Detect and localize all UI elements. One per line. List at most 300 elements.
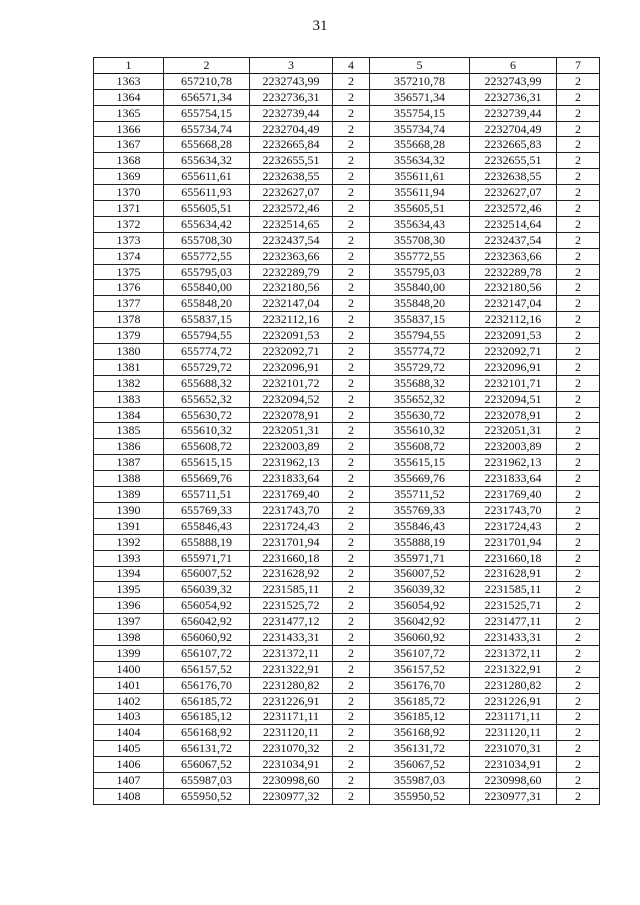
table-cell: 2232627,07	[470, 185, 557, 201]
table-cell: 356131,72	[370, 741, 470, 757]
table-row	[94, 153, 600, 169]
table-row	[94, 645, 600, 661]
table-row	[94, 344, 600, 360]
table-cell: 2	[557, 201, 600, 217]
table-cell: 355795,03	[370, 264, 470, 280]
table-cell: 2231701,94	[470, 534, 557, 550]
table-cell: 2231070,31	[470, 741, 557, 757]
table-cell: 2231477,11	[470, 614, 557, 630]
table-row	[94, 566, 600, 582]
table-cell: 2232112,16	[470, 312, 557, 328]
table-cell: 2	[557, 455, 600, 471]
table-row	[94, 169, 600, 185]
table-cell: 355615,15	[370, 455, 470, 471]
table-cell: 2	[333, 677, 370, 693]
table-cell: 2	[333, 630, 370, 646]
table-cell: 2	[557, 296, 600, 312]
table-cell: 1405	[94, 741, 164, 757]
table-cell: 2230977,32	[250, 788, 333, 804]
table-cell: 2230998,60	[470, 773, 557, 789]
table-cell: 2231433,31	[250, 630, 333, 646]
table-cell: 2232736,31	[470, 89, 557, 105]
table-cell: 1403	[94, 709, 164, 725]
table-cell: 356007,52	[370, 566, 470, 582]
table-cell: 2232514,65	[250, 216, 333, 232]
table-cell: 2	[333, 89, 370, 105]
table-cell: 2231070,32	[250, 741, 333, 757]
table-cell: 1371	[94, 201, 164, 217]
table-cell: 2232704,49	[470, 121, 557, 137]
table-cell: 2231120,11	[470, 725, 557, 741]
table-cell: 2	[333, 518, 370, 534]
table-row	[94, 471, 600, 487]
table-row	[94, 725, 600, 741]
table-cell: 655840,00	[164, 280, 250, 296]
table-cell: 2	[557, 312, 600, 328]
table-cell: 655772,55	[164, 248, 250, 264]
table-row	[94, 598, 600, 614]
table-row	[94, 407, 600, 423]
table-cell: 655754,15	[164, 105, 250, 121]
table-cell: 2231833,64	[250, 471, 333, 487]
table-cell: 2	[557, 344, 600, 360]
table-cell: 2231743,70	[250, 502, 333, 518]
table-cell: 1365	[94, 105, 164, 121]
table-cell: 355669,76	[370, 471, 470, 487]
table-row	[94, 248, 600, 264]
table-cell: 2	[333, 201, 370, 217]
table-cell: 355611,94	[370, 185, 470, 201]
table-cell: 355630,72	[370, 407, 470, 423]
table-cell: 2	[333, 487, 370, 503]
table-cell: 2232739,44	[250, 105, 333, 121]
table-cell: 655668,28	[164, 137, 250, 153]
coordinates-table	[93, 57, 600, 805]
table-cell: 655837,15	[164, 312, 250, 328]
table-cell: 2232078,91	[250, 407, 333, 423]
table-row	[94, 693, 600, 709]
table-cell: 2231628,92	[250, 566, 333, 582]
table-cell: 655729,72	[164, 359, 250, 375]
table-cell: 355837,15	[370, 312, 470, 328]
table-cell: 1376	[94, 280, 164, 296]
table-row	[94, 73, 600, 89]
table-cell: 356185,72	[370, 693, 470, 709]
table-cell: 1369	[94, 169, 164, 185]
table-cell: 2232147,04	[250, 296, 333, 312]
table-cell: 2232363,66	[250, 248, 333, 264]
table-cell: 1396	[94, 598, 164, 614]
table-cell: 1374	[94, 248, 164, 264]
table-cell: 1399	[94, 645, 164, 661]
table-cell: 1375	[94, 264, 164, 280]
table-cell: 2231171,11	[250, 709, 333, 725]
table-cell: 2232627,07	[250, 185, 333, 201]
table-cell: 356054,92	[370, 598, 470, 614]
table-cell: 355971,71	[370, 550, 470, 566]
table-cell: 2231322,91	[470, 661, 557, 677]
table-cell: 2	[333, 407, 370, 423]
table-cell: 2	[333, 566, 370, 582]
table-cell: 656185,72	[164, 693, 250, 709]
table-cell: 2	[333, 693, 370, 709]
table-cell: 2	[557, 121, 600, 137]
table-cell: 1384	[94, 407, 164, 423]
table-cell: 2	[333, 741, 370, 757]
table-cell: 2	[333, 153, 370, 169]
table-cell: 2231701,94	[250, 534, 333, 550]
table-cell: 2231322,91	[250, 661, 333, 677]
table-cell: 2	[333, 725, 370, 741]
table-cell: 2232736,31	[250, 89, 333, 105]
column-header: 4	[333, 58, 370, 74]
table-cell: 2	[557, 232, 600, 248]
table-cell: 656067,52	[164, 757, 250, 773]
table-cell: 655769,33	[164, 502, 250, 518]
table-row	[94, 741, 600, 757]
table-cell: 2232147,04	[470, 296, 557, 312]
table-cell: 2	[333, 534, 370, 550]
table-cell: 2232096,91	[250, 359, 333, 375]
table-cell: 655711,51	[164, 487, 250, 503]
table-cell: 2	[333, 359, 370, 375]
table-cell: 655987,03	[164, 773, 250, 789]
table-cell: 2231226,91	[250, 693, 333, 709]
table-cell: 2	[557, 423, 600, 439]
table-cell: 2231226,91	[470, 693, 557, 709]
table-cell: 1393	[94, 550, 164, 566]
table-cell: 355688,32	[370, 375, 470, 391]
table-cell: 1389	[94, 487, 164, 503]
table-cell: 2232514,64	[470, 216, 557, 232]
table-cell: 2231372,11	[470, 645, 557, 661]
table-cell: 2	[557, 153, 600, 169]
table-cell: 2232180,56	[250, 280, 333, 296]
table-cell: 2231372,11	[250, 645, 333, 661]
table-cell: 2231280,82	[470, 677, 557, 693]
table-cell: 2	[333, 709, 370, 725]
table-cell: 2	[557, 169, 600, 185]
table-cell: 2	[333, 344, 370, 360]
table-cell: 355950,52	[370, 788, 470, 804]
table-cell: 655848,20	[164, 296, 250, 312]
table-cell: 2231833,64	[470, 471, 557, 487]
table-cell: 355652,32	[370, 391, 470, 407]
table-row	[94, 328, 600, 344]
table-row	[94, 709, 600, 725]
table-cell: 656185,12	[164, 709, 250, 725]
table-cell: 2232092,71	[250, 344, 333, 360]
table-cell: 1366	[94, 121, 164, 137]
table-cell: 2232092,71	[470, 344, 557, 360]
table-cell: 1373	[94, 232, 164, 248]
table-row	[94, 201, 600, 217]
table-cell: 356168,92	[370, 725, 470, 741]
table-cell: 1387	[94, 455, 164, 471]
table-cell: 2	[557, 598, 600, 614]
table-cell: 655610,32	[164, 423, 250, 439]
table-row	[94, 105, 600, 121]
table-cell: 355634,43	[370, 216, 470, 232]
column-header: 1	[94, 58, 164, 74]
table-row	[94, 487, 600, 503]
table-cell: 2231433,31	[470, 630, 557, 646]
table-row	[94, 614, 600, 630]
table-cell: 2	[333, 439, 370, 455]
table-cell: 2	[333, 328, 370, 344]
table-cell: 2	[557, 185, 600, 201]
table-cell: 1392	[94, 534, 164, 550]
table-cell: 2	[557, 375, 600, 391]
table-cell: 655794,55	[164, 328, 250, 344]
table-row	[94, 137, 600, 153]
table-cell: 2	[333, 216, 370, 232]
table-cell: 2	[557, 73, 600, 89]
table-cell: 2	[333, 264, 370, 280]
table-cell: 1386	[94, 439, 164, 455]
table-cell: 656054,92	[164, 598, 250, 614]
table-cell: 2232655,51	[250, 153, 333, 169]
table-cell: 655774,72	[164, 344, 250, 360]
table-cell: 2231585,11	[250, 582, 333, 598]
table-cell: 2232180,56	[470, 280, 557, 296]
table-cell: 355729,72	[370, 359, 470, 375]
table-cell: 2	[333, 598, 370, 614]
table-cell: 2232665,84	[250, 137, 333, 153]
table-cell: 2232101,71	[470, 375, 557, 391]
table-cell: 2	[333, 582, 370, 598]
table-cell: 2232437,54	[470, 232, 557, 248]
table-cell: 2	[333, 73, 370, 89]
table-cell: 2232078,91	[470, 407, 557, 423]
table-cell: 1404	[94, 725, 164, 741]
table-cell: 2	[333, 280, 370, 296]
table-cell: 656039,32	[164, 582, 250, 598]
table-cell: 2231171,11	[470, 709, 557, 725]
table-cell: 2232572,46	[250, 201, 333, 217]
table-cell: 2232739,44	[470, 105, 557, 121]
table-cell: 356039,32	[370, 582, 470, 598]
column-header: 6	[470, 58, 557, 74]
table-cell: 2	[333, 773, 370, 789]
table-row	[94, 518, 600, 534]
table-cell: 655605,51	[164, 201, 250, 217]
table-cell: 655634,32	[164, 153, 250, 169]
table-cell: 2232289,79	[250, 264, 333, 280]
table-cell: 2	[557, 725, 600, 741]
table-cell: 2	[333, 391, 370, 407]
table-cell: 2	[333, 645, 370, 661]
table-cell: 355794,55	[370, 328, 470, 344]
table-cell: 355848,20	[370, 296, 470, 312]
table-cell: 355610,32	[370, 423, 470, 439]
table-cell: 355711,52	[370, 487, 470, 503]
table-cell: 2232003,89	[470, 439, 557, 455]
table-cell: 2	[557, 518, 600, 534]
table-cell: 2231660,18	[470, 550, 557, 566]
table-cell: 355734,74	[370, 121, 470, 137]
table-cell: 2	[557, 661, 600, 677]
table-cell: 2	[333, 471, 370, 487]
table-cell: 356185,12	[370, 709, 470, 725]
table-cell: 2232363,66	[470, 248, 557, 264]
table-cell: 656176,70	[164, 677, 250, 693]
table-cell: 655708,30	[164, 232, 250, 248]
table-cell: 2	[557, 582, 600, 598]
table-row	[94, 296, 600, 312]
table-cell: 2	[557, 614, 600, 630]
table-cell: 2231660,18	[250, 550, 333, 566]
table-row	[94, 185, 600, 201]
table-cell: 1382	[94, 375, 164, 391]
table-cell: 655630,72	[164, 407, 250, 423]
table-cell: 2	[557, 216, 600, 232]
table-cell: 1397	[94, 614, 164, 630]
table-cell: 655846,43	[164, 518, 250, 534]
table-cell: 2	[557, 487, 600, 503]
table-cell: 2231034,91	[250, 757, 333, 773]
table-cell: 1388	[94, 471, 164, 487]
table-cell: 1398	[94, 630, 164, 646]
table-cell: 2	[333, 455, 370, 471]
table-cell: 2232743,99	[470, 73, 557, 89]
column-header: 5	[370, 58, 470, 74]
table-cell: 656007,52	[164, 566, 250, 582]
table-cell: 2	[333, 661, 370, 677]
table-cell: 655950,52	[164, 788, 250, 804]
table-header	[94, 58, 600, 74]
header-row	[94, 58, 600, 74]
table-cell: 2232094,52	[250, 391, 333, 407]
table-cell: 655611,93	[164, 185, 250, 201]
table-row	[94, 661, 600, 677]
table-cell: 355668,28	[370, 137, 470, 153]
table-cell: 656131,72	[164, 741, 250, 757]
table-cell: 2230977,31	[470, 788, 557, 804]
table-cell: 357210,78	[370, 73, 470, 89]
table-cell: 1370	[94, 185, 164, 201]
table-cell: 2232003,89	[250, 439, 333, 455]
table-row	[94, 312, 600, 328]
table-cell: 2	[557, 773, 600, 789]
table-cell: 1402	[94, 693, 164, 709]
table-cell: 2	[333, 185, 370, 201]
table-cell: 2	[557, 391, 600, 407]
table-cell: 1390	[94, 502, 164, 518]
table-cell: 2	[333, 169, 370, 185]
table-cell: 2	[333, 105, 370, 121]
table-cell: 355846,43	[370, 518, 470, 534]
table-cell: 1368	[94, 153, 164, 169]
table-cell: 2232704,49	[250, 121, 333, 137]
table-cell: 655634,42	[164, 216, 250, 232]
table-cell: 1407	[94, 773, 164, 789]
table-cell: 355772,55	[370, 248, 470, 264]
table-cell: 2232096,91	[470, 359, 557, 375]
table-cell: 356107,72	[370, 645, 470, 661]
table-cell: 2231743,70	[470, 502, 557, 518]
table-cell: 356157,52	[370, 661, 470, 677]
table-cell: 1408	[94, 788, 164, 804]
table-cell: 2	[557, 407, 600, 423]
table-row	[94, 677, 600, 693]
table-row	[94, 264, 600, 280]
table-cell: 2231477,12	[250, 614, 333, 630]
table-cell: 1394	[94, 566, 164, 582]
table-cell: 2232091,53	[250, 328, 333, 344]
table-cell: 2231628,91	[470, 566, 557, 582]
table-cell: 356571,34	[370, 89, 470, 105]
table-cell: 355754,15	[370, 105, 470, 121]
table-cell: 2232437,54	[250, 232, 333, 248]
table-cell: 1364	[94, 89, 164, 105]
table-cell: 2	[333, 423, 370, 439]
table-cell: 656157,52	[164, 661, 250, 677]
table-cell: 655688,32	[164, 375, 250, 391]
table-cell: 1367	[94, 137, 164, 153]
table-cell: 2231034,91	[470, 757, 557, 773]
column-header: 3	[250, 58, 333, 74]
table-row	[94, 630, 600, 646]
table-row	[94, 773, 600, 789]
table-cell: 2	[333, 502, 370, 518]
table-cell: 355634,32	[370, 153, 470, 169]
table-cell: 2	[557, 566, 600, 582]
table-cell: 655734,74	[164, 121, 250, 137]
table-cell: 655611,61	[164, 169, 250, 185]
table-cell: 2	[333, 757, 370, 773]
table-cell: 2	[557, 741, 600, 757]
table-cell: 655795,03	[164, 264, 250, 280]
table-cell: 2232638,55	[470, 169, 557, 185]
table-cell: 355605,51	[370, 201, 470, 217]
table-row	[94, 375, 600, 391]
table-cell: 2232638,55	[250, 169, 333, 185]
table-row	[94, 534, 600, 550]
table-cell: 2	[333, 296, 370, 312]
table-cell: 656060,92	[164, 630, 250, 646]
table-cell: 2231120,11	[250, 725, 333, 741]
table-cell: 655971,71	[164, 550, 250, 566]
table-row	[94, 455, 600, 471]
table-cell: 655652,32	[164, 391, 250, 407]
table-cell: 2231724,43	[470, 518, 557, 534]
table-cell: 355769,33	[370, 502, 470, 518]
table-cell: 2	[333, 375, 370, 391]
table-cell: 2	[557, 693, 600, 709]
table-cell: 2231724,43	[250, 518, 333, 534]
table-cell: 1378	[94, 312, 164, 328]
table-cell: 655888,19	[164, 534, 250, 550]
table-cell: 2	[333, 121, 370, 137]
table-cell: 2	[557, 105, 600, 121]
table-cell: 656168,92	[164, 725, 250, 741]
table-cell: 1381	[94, 359, 164, 375]
table-cell: 2232094,51	[470, 391, 557, 407]
table-cell: 2	[333, 137, 370, 153]
table-cell: 1385	[94, 423, 164, 439]
table-cell: 657210,78	[164, 73, 250, 89]
table-cell: 2	[557, 534, 600, 550]
table-row	[94, 391, 600, 407]
table-cell: 2232091,53	[470, 328, 557, 344]
table-cell: 355608,72	[370, 439, 470, 455]
table-cell: 1379	[94, 328, 164, 344]
table-cell: 2232655,51	[470, 153, 557, 169]
table-cell: 355611,61	[370, 169, 470, 185]
table-cell: 656107,72	[164, 645, 250, 661]
table-row	[94, 439, 600, 455]
